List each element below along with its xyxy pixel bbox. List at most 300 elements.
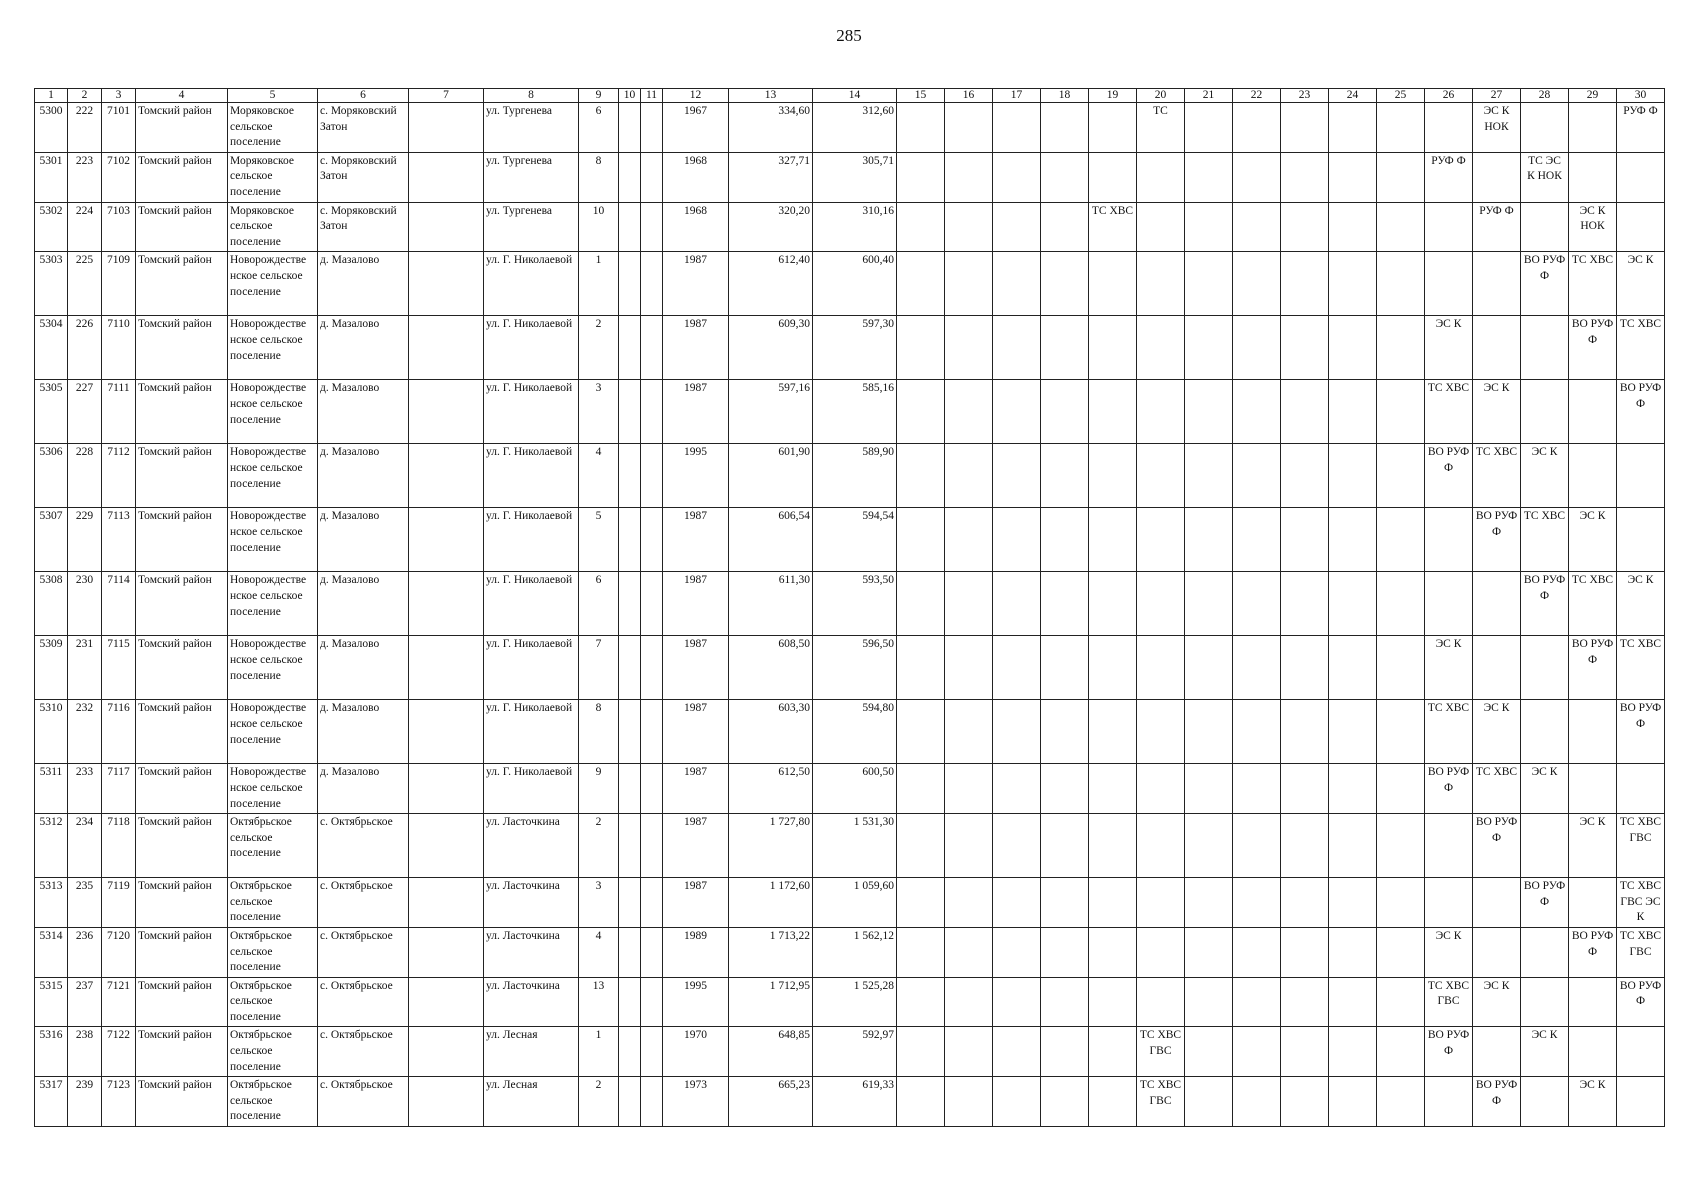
table-row xyxy=(35,1077,1665,1127)
cell-col-24 xyxy=(1329,152,1377,202)
cell-col-29: ЭС К xyxy=(1569,508,1617,572)
cell-col-20 xyxy=(1137,316,1185,380)
cell-col-3: 7102 xyxy=(102,152,136,202)
cell-col-13: 648,85 xyxy=(729,1027,813,1077)
cell-col-23 xyxy=(1281,1077,1329,1127)
cell-col-5: Новорождестве нское сельское поселение xyxy=(228,700,318,764)
cell-col-25 xyxy=(1377,103,1425,153)
cell-col-8: ул. Ласточкина xyxy=(484,927,579,977)
cell-col-17 xyxy=(993,927,1041,977)
cell-col-21 xyxy=(1185,636,1233,700)
cell-col-22 xyxy=(1233,636,1281,700)
cell-col-16 xyxy=(945,636,993,700)
column-header-17: 17 xyxy=(993,89,1041,103)
cell-col-16 xyxy=(945,202,993,252)
cell-col-11 xyxy=(641,878,663,928)
cell-col-24 xyxy=(1329,764,1377,814)
cell-col-6: с. Октябрьское xyxy=(318,878,409,928)
cell-col-13: 334,60 xyxy=(729,103,813,153)
cell-col-23 xyxy=(1281,927,1329,977)
cell-col-25 xyxy=(1377,878,1425,928)
cell-col-17 xyxy=(993,316,1041,380)
table-body xyxy=(35,103,1665,1127)
cell-col-6: с. Октябрьское xyxy=(318,927,409,977)
cell-col-21 xyxy=(1185,572,1233,636)
cell-col-17 xyxy=(993,572,1041,636)
cell-col-24 xyxy=(1329,508,1377,572)
cell-col-1: 5301 xyxy=(35,152,68,202)
column-header-10: 10 xyxy=(619,89,641,103)
cell-col-6: с. Моряковский Затон xyxy=(318,202,409,252)
table-row xyxy=(35,636,1665,700)
cell-col-19 xyxy=(1089,152,1137,202)
cell-col-6: д. Мазалово xyxy=(318,700,409,764)
cell-col-18 xyxy=(1041,572,1089,636)
cell-col-15 xyxy=(897,252,945,316)
cell-col-3: 7120 xyxy=(102,927,136,977)
cell-col-8: ул. Г. Николаевой xyxy=(484,636,579,700)
cell-col-26: ЭС К xyxy=(1425,927,1473,977)
cell-col-9: 5 xyxy=(579,508,619,572)
cell-col-18 xyxy=(1041,152,1089,202)
cell-col-29 xyxy=(1569,977,1617,1027)
cell-col-8: ул. Г. Николаевой xyxy=(484,700,579,764)
cell-col-22 xyxy=(1233,1027,1281,1077)
cell-col-27: ЭС К xyxy=(1473,700,1521,764)
cell-col-11 xyxy=(641,103,663,153)
cell-col-30: ВО РУФ Ф xyxy=(1617,977,1665,1027)
page-number: 285 xyxy=(836,26,862,45)
cell-col-15 xyxy=(897,1077,945,1127)
cell-col-21 xyxy=(1185,764,1233,814)
cell-col-7 xyxy=(409,572,484,636)
cell-col-6: д. Мазалово xyxy=(318,636,409,700)
cell-col-5: Моряковское сельское поселение xyxy=(228,103,318,153)
cell-col-24 xyxy=(1329,636,1377,700)
cell-col-10 xyxy=(619,252,641,316)
cell-col-28 xyxy=(1521,316,1569,380)
cell-col-1: 5305 xyxy=(35,380,68,444)
cell-col-5: Новорождестве нское сельское поселение xyxy=(228,508,318,572)
cell-col-13: 1 172,60 xyxy=(729,878,813,928)
cell-col-18 xyxy=(1041,444,1089,508)
cell-col-15 xyxy=(897,764,945,814)
cell-col-14: 600,50 xyxy=(813,764,897,814)
cell-col-2: 225 xyxy=(68,252,102,316)
cell-col-27 xyxy=(1473,927,1521,977)
cell-col-15 xyxy=(897,508,945,572)
cell-col-22 xyxy=(1233,927,1281,977)
cell-col-6: с. Октябрьское xyxy=(318,814,409,878)
cell-col-24 xyxy=(1329,927,1377,977)
cell-col-11 xyxy=(641,444,663,508)
cell-col-30: ВО РУФ Ф xyxy=(1617,700,1665,764)
cell-col-23 xyxy=(1281,878,1329,928)
cell-col-10 xyxy=(619,1027,641,1077)
cell-col-4: Томский район xyxy=(136,977,228,1027)
cell-col-16 xyxy=(945,764,993,814)
cell-col-10 xyxy=(619,814,641,878)
cell-col-7 xyxy=(409,202,484,252)
cell-col-27 xyxy=(1473,252,1521,316)
cell-col-6: с. Октябрьское xyxy=(318,977,409,1027)
cell-col-7 xyxy=(409,814,484,878)
cell-col-13: 1 712,95 xyxy=(729,977,813,1027)
cell-col-26 xyxy=(1425,508,1473,572)
cell-col-15 xyxy=(897,1027,945,1077)
cell-col-17 xyxy=(993,636,1041,700)
cell-col-17 xyxy=(993,1077,1041,1127)
cell-col-19 xyxy=(1089,103,1137,153)
cell-col-18 xyxy=(1041,764,1089,814)
cell-col-19 xyxy=(1089,1077,1137,1127)
cell-col-23 xyxy=(1281,636,1329,700)
cell-col-11 xyxy=(641,380,663,444)
cell-col-11 xyxy=(641,316,663,380)
cell-col-23 xyxy=(1281,508,1329,572)
cell-col-10 xyxy=(619,878,641,928)
column-header-16: 16 xyxy=(945,89,993,103)
cell-col-19 xyxy=(1089,700,1137,764)
cell-col-26 xyxy=(1425,878,1473,928)
cell-col-23 xyxy=(1281,103,1329,153)
cell-col-5: Новорождестве нское сельское поселение xyxy=(228,316,318,380)
cell-col-9: 3 xyxy=(579,878,619,928)
cell-col-6: с. Октябрьское xyxy=(318,1027,409,1077)
cell-col-2: 227 xyxy=(68,380,102,444)
cell-col-9: 2 xyxy=(579,1077,619,1127)
cell-col-4: Томский район xyxy=(136,572,228,636)
cell-col-4: Томский район xyxy=(136,927,228,977)
cell-col-23 xyxy=(1281,444,1329,508)
cell-col-28: ВО РУФ Ф xyxy=(1521,878,1569,928)
cell-col-1: 5311 xyxy=(35,764,68,814)
cell-col-1: 5307 xyxy=(35,508,68,572)
cell-col-30: ЭС К xyxy=(1617,572,1665,636)
cell-col-21 xyxy=(1185,508,1233,572)
cell-col-12: 1987 xyxy=(663,636,729,700)
cell-col-2: 228 xyxy=(68,444,102,508)
cell-col-1: 5303 xyxy=(35,252,68,316)
cell-col-26 xyxy=(1425,572,1473,636)
cell-col-1: 5309 xyxy=(35,636,68,700)
cell-col-18 xyxy=(1041,878,1089,928)
cell-col-16 xyxy=(945,814,993,878)
cell-col-16 xyxy=(945,252,993,316)
table-row xyxy=(35,380,1665,444)
cell-col-24 xyxy=(1329,202,1377,252)
cell-col-7 xyxy=(409,252,484,316)
cell-col-20 xyxy=(1137,380,1185,444)
cell-col-8: ул. Тургенева xyxy=(484,152,579,202)
cell-col-4: Томский район xyxy=(136,202,228,252)
cell-col-29 xyxy=(1569,764,1617,814)
cell-col-19 xyxy=(1089,380,1137,444)
cell-col-1: 5317 xyxy=(35,1077,68,1127)
cell-col-11 xyxy=(641,202,663,252)
cell-col-23 xyxy=(1281,1027,1329,1077)
cell-col-21 xyxy=(1185,1027,1233,1077)
cell-col-6: с. Моряковский Затон xyxy=(318,152,409,202)
cell-col-10 xyxy=(619,380,641,444)
cell-col-30 xyxy=(1617,508,1665,572)
cell-col-21 xyxy=(1185,152,1233,202)
cell-col-17 xyxy=(993,380,1041,444)
cell-col-12: 1995 xyxy=(663,444,729,508)
cell-col-18 xyxy=(1041,508,1089,572)
cell-col-10 xyxy=(619,927,641,977)
cell-col-20 xyxy=(1137,700,1185,764)
cell-col-23 xyxy=(1281,152,1329,202)
cell-col-19 xyxy=(1089,508,1137,572)
column-header-26: 26 xyxy=(1425,89,1473,103)
cell-col-23 xyxy=(1281,814,1329,878)
cell-col-27: ВО РУФ Ф xyxy=(1473,1077,1521,1127)
cell-col-29 xyxy=(1569,1027,1617,1077)
column-header-28: 28 xyxy=(1521,89,1569,103)
cell-col-11 xyxy=(641,977,663,1027)
table-row xyxy=(35,316,1665,380)
cell-col-22 xyxy=(1233,764,1281,814)
cell-col-24 xyxy=(1329,700,1377,764)
cell-col-12: 1987 xyxy=(663,316,729,380)
cell-col-24 xyxy=(1329,1077,1377,1127)
cell-col-8: ул. Г. Николаевой xyxy=(484,380,579,444)
cell-col-9: 4 xyxy=(579,927,619,977)
cell-col-5: Октябрьское сельское поселение xyxy=(228,878,318,928)
cell-col-6: д. Мазалово xyxy=(318,444,409,508)
cell-col-22 xyxy=(1233,252,1281,316)
cell-col-16 xyxy=(945,380,993,444)
cell-col-3: 7113 xyxy=(102,508,136,572)
cell-col-9: 7 xyxy=(579,636,619,700)
cell-col-1: 5304 xyxy=(35,316,68,380)
cell-col-28: ЭС К xyxy=(1521,1027,1569,1077)
cell-col-13: 1 713,22 xyxy=(729,927,813,977)
cell-col-4: Томский район xyxy=(136,508,228,572)
cell-col-12: 1987 xyxy=(663,814,729,878)
cell-col-14: 310,16 xyxy=(813,202,897,252)
cell-col-13: 612,40 xyxy=(729,252,813,316)
cell-col-27: ТС ХВС xyxy=(1473,444,1521,508)
column-header-20: 20 xyxy=(1137,89,1185,103)
column-header-24: 24 xyxy=(1329,89,1377,103)
cell-col-27 xyxy=(1473,572,1521,636)
cell-col-10 xyxy=(619,316,641,380)
cell-col-12: 1987 xyxy=(663,878,729,928)
cell-col-15 xyxy=(897,103,945,153)
table-row xyxy=(35,878,1665,928)
column-header-29: 29 xyxy=(1569,89,1617,103)
cell-col-16 xyxy=(945,444,993,508)
cell-col-30 xyxy=(1617,1077,1665,1127)
cell-col-4: Томский район xyxy=(136,764,228,814)
cell-col-5: Октябрьское сельское поселение xyxy=(228,814,318,878)
cell-col-15 xyxy=(897,444,945,508)
cell-col-14: 593,50 xyxy=(813,572,897,636)
cell-col-28 xyxy=(1521,977,1569,1027)
cell-col-25 xyxy=(1377,1077,1425,1127)
column-header-1: 1 xyxy=(35,89,68,103)
cell-col-7 xyxy=(409,764,484,814)
table-row xyxy=(35,977,1665,1027)
cell-col-11 xyxy=(641,1077,663,1127)
cell-col-22 xyxy=(1233,508,1281,572)
cell-col-14: 1 531,30 xyxy=(813,814,897,878)
cell-col-22 xyxy=(1233,103,1281,153)
cell-col-11 xyxy=(641,572,663,636)
cell-col-15 xyxy=(897,380,945,444)
cell-col-26: ТС ХВС ГВС xyxy=(1425,977,1473,1027)
cell-col-7 xyxy=(409,444,484,508)
cell-col-30 xyxy=(1617,202,1665,252)
cell-col-12: 1968 xyxy=(663,152,729,202)
column-header-23: 23 xyxy=(1281,89,1329,103)
table-row xyxy=(35,444,1665,508)
cell-col-8: ул. Г. Николаевой xyxy=(484,764,579,814)
cell-col-20 xyxy=(1137,508,1185,572)
cell-col-5: Октябрьское сельское поселение xyxy=(228,927,318,977)
cell-col-20: ТС ХВС ГВС xyxy=(1137,1027,1185,1077)
cell-col-1: 5310 xyxy=(35,700,68,764)
column-header-22: 22 xyxy=(1233,89,1281,103)
cell-col-24 xyxy=(1329,444,1377,508)
cell-col-21 xyxy=(1185,700,1233,764)
column-header-18: 18 xyxy=(1041,89,1089,103)
cell-col-20 xyxy=(1137,202,1185,252)
cell-col-6: д. Мазалово xyxy=(318,316,409,380)
cell-col-9: 1 xyxy=(579,1027,619,1077)
cell-col-13: 611,30 xyxy=(729,572,813,636)
cell-col-29 xyxy=(1569,700,1617,764)
cell-col-15 xyxy=(897,927,945,977)
cell-col-9: 2 xyxy=(579,316,619,380)
cell-col-26 xyxy=(1425,814,1473,878)
column-header-27: 27 xyxy=(1473,89,1521,103)
cell-col-22 xyxy=(1233,878,1281,928)
column-header-4: 4 xyxy=(136,89,228,103)
cell-col-6: с. Октябрьское xyxy=(318,1077,409,1127)
cell-col-11 xyxy=(641,152,663,202)
cell-col-3: 7101 xyxy=(102,103,136,153)
cell-col-10 xyxy=(619,202,641,252)
cell-col-15 xyxy=(897,700,945,764)
cell-col-12: 1987 xyxy=(663,252,729,316)
cell-col-9: 13 xyxy=(579,977,619,1027)
cell-col-28 xyxy=(1521,103,1569,153)
cell-col-8: ул. Лесная xyxy=(484,1027,579,1077)
column-header-5: 5 xyxy=(228,89,318,103)
cell-col-12: 1968 xyxy=(663,202,729,252)
cell-col-10 xyxy=(619,636,641,700)
cell-col-30 xyxy=(1617,444,1665,508)
cell-col-2: 224 xyxy=(68,202,102,252)
cell-col-3: 7114 xyxy=(102,572,136,636)
cell-col-1: 5313 xyxy=(35,878,68,928)
column-header-3: 3 xyxy=(102,89,136,103)
cell-col-20 xyxy=(1137,764,1185,814)
cell-col-10 xyxy=(619,764,641,814)
cell-col-28 xyxy=(1521,1077,1569,1127)
cell-col-6: с. Моряковский Затон xyxy=(318,103,409,153)
cell-col-10 xyxy=(619,103,641,153)
table-row xyxy=(35,202,1665,252)
cell-col-21 xyxy=(1185,252,1233,316)
cell-col-21 xyxy=(1185,444,1233,508)
cell-col-1: 5302 xyxy=(35,202,68,252)
cell-col-14: 589,90 xyxy=(813,444,897,508)
cell-col-12: 1970 xyxy=(663,1027,729,1077)
cell-col-26: ЭС К xyxy=(1425,636,1473,700)
cell-col-1: 5315 xyxy=(35,977,68,1027)
cell-col-27 xyxy=(1473,878,1521,928)
cell-col-9: 8 xyxy=(579,152,619,202)
cell-col-5: Новорождестве нское сельское поселение xyxy=(228,380,318,444)
cell-col-13: 601,90 xyxy=(729,444,813,508)
cell-col-17 xyxy=(993,814,1041,878)
cell-col-3: 7115 xyxy=(102,636,136,700)
table-row xyxy=(35,103,1665,153)
cell-col-8: ул. Тургенева xyxy=(484,103,579,153)
cell-col-22 xyxy=(1233,202,1281,252)
cell-col-18 xyxy=(1041,103,1089,153)
cell-col-11 xyxy=(641,814,663,878)
table-row xyxy=(35,252,1665,316)
column-header-13: 13 xyxy=(729,89,813,103)
cell-col-15 xyxy=(897,977,945,1027)
cell-col-20 xyxy=(1137,572,1185,636)
cell-col-4: Томский район xyxy=(136,814,228,878)
cell-col-25 xyxy=(1377,202,1425,252)
cell-col-14: 592,97 xyxy=(813,1027,897,1077)
cell-col-13: 665,23 xyxy=(729,1077,813,1127)
cell-col-19 xyxy=(1089,444,1137,508)
column-header-2: 2 xyxy=(68,89,102,103)
cell-col-18 xyxy=(1041,927,1089,977)
table-row xyxy=(35,700,1665,764)
cell-col-11 xyxy=(641,1027,663,1077)
cell-col-18 xyxy=(1041,1027,1089,1077)
cell-col-27 xyxy=(1473,152,1521,202)
cell-col-2: 230 xyxy=(68,572,102,636)
cell-col-25 xyxy=(1377,572,1425,636)
cell-col-21 xyxy=(1185,1077,1233,1127)
cell-col-13: 597,16 xyxy=(729,380,813,444)
cell-col-18 xyxy=(1041,380,1089,444)
cell-col-29 xyxy=(1569,444,1617,508)
column-header-19: 19 xyxy=(1089,89,1137,103)
cell-col-7 xyxy=(409,1077,484,1127)
cell-col-2: 226 xyxy=(68,316,102,380)
cell-col-19 xyxy=(1089,572,1137,636)
cell-col-7 xyxy=(409,380,484,444)
cell-col-26 xyxy=(1425,202,1473,252)
cell-col-18 xyxy=(1041,700,1089,764)
table-row xyxy=(35,152,1665,202)
cell-col-1: 5308 xyxy=(35,572,68,636)
cell-col-19 xyxy=(1089,636,1137,700)
cell-col-13: 609,30 xyxy=(729,316,813,380)
cell-col-25 xyxy=(1377,316,1425,380)
cell-col-28: ТС ЭС К НОК xyxy=(1521,152,1569,202)
cell-col-14: 619,33 xyxy=(813,1077,897,1127)
cell-col-12: 1989 xyxy=(663,927,729,977)
cell-col-16 xyxy=(945,152,993,202)
cell-col-26: ВО РУФ Ф xyxy=(1425,1027,1473,1077)
column-header-14: 14 xyxy=(813,89,897,103)
cell-col-16 xyxy=(945,316,993,380)
cell-col-20 xyxy=(1137,814,1185,878)
